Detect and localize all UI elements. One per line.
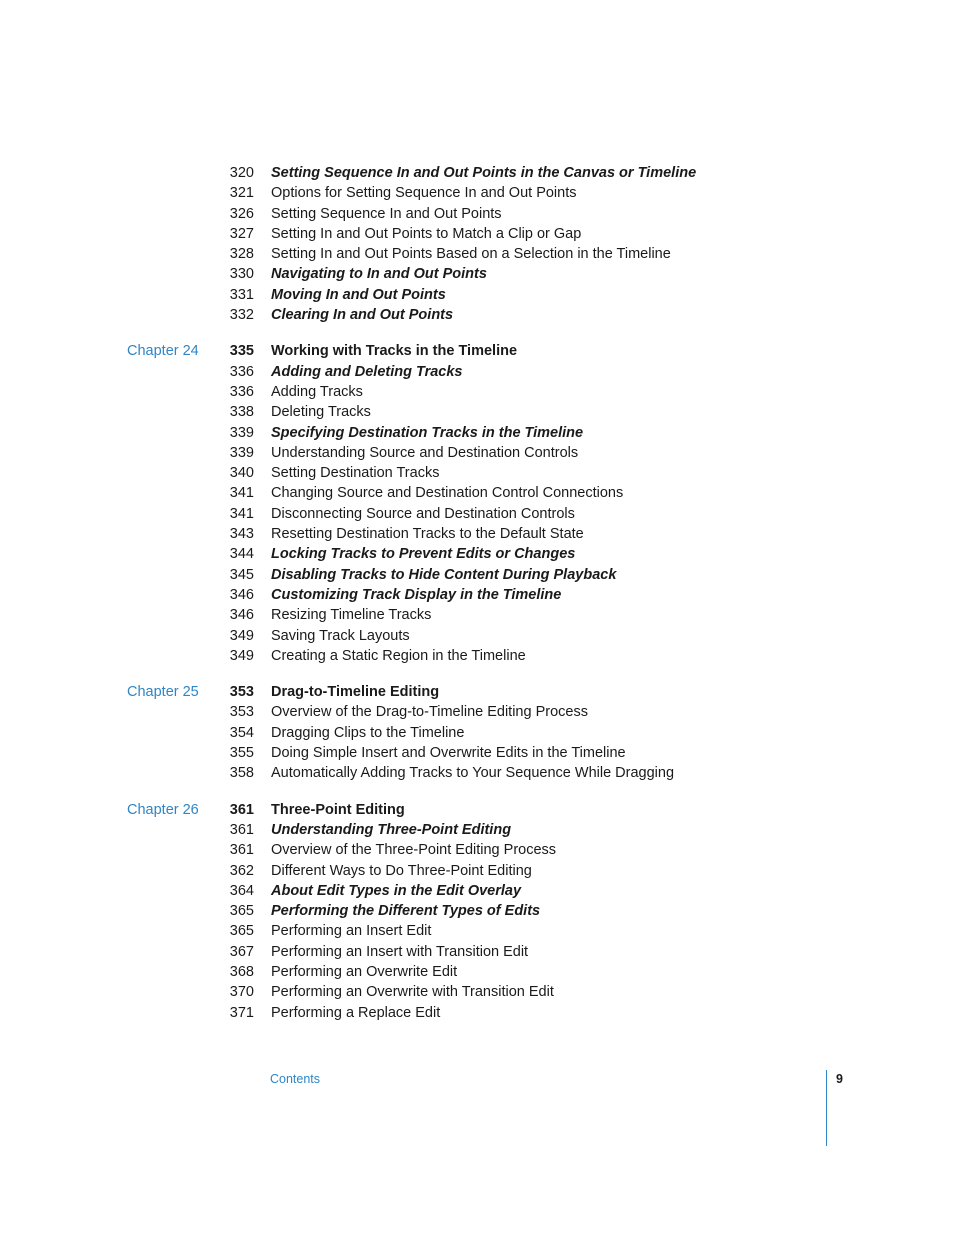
toc-entry-title: Overview of the Drag-to-Timeline Editing Process [271,704,588,721]
toc-page-number: 344 [229,546,254,563]
toc-entry-title: Disabling Tracks to Hide Content During Playback [271,566,617,583]
toc-entry[interactable] [0,463,954,483]
toc-page-number: 358 [229,765,254,782]
toc-entry[interactable] [0,962,954,982]
toc-entry[interactable] [0,544,954,564]
toc-entry-title: Creating a Static Region in the Timeline [271,647,526,664]
toc-page-number: 361 [229,801,254,818]
toc-page-number: 345 [229,566,254,583]
chapter-label[interactable]: Chapter 24 [127,343,199,360]
toc-page-number: 364 [229,882,254,899]
toc-entry[interactable] [0,443,954,463]
toc-entry[interactable] [0,682,954,702]
toc-entry-title: Overview of the Three-Point Editing Process [271,842,557,859]
toc-page-number: 341 [229,505,254,522]
table-of-contents [0,163,954,1039]
toc-entry[interactable] [0,861,954,881]
toc-entry-title: Dragging Clips to the Timeline [271,724,465,741]
toc-entry-title: Setting Sequence In and Out Points in the Canvas or Timeline [271,165,697,181]
toc-page-number: 336 [229,363,254,380]
chapter-label[interactable]: Chapter 25 [127,684,199,701]
toc-page-number: 365 [229,923,254,940]
toc-entry[interactable] [0,382,954,402]
toc-entry-title: About Edit Types in the Edit Overlay [271,882,522,899]
toc-entry[interactable] [0,763,954,783]
toc-entry[interactable] [0,402,954,422]
toc-page-number: 326 [229,205,254,222]
toc-page-number: 331 [229,286,254,303]
toc-page-number: 339 [229,424,254,441]
toc-entry-title: Setting Sequence In and Out Points [271,205,502,222]
toc-entry[interactable] [0,982,954,1002]
toc-entry-title: Locking Tracks to Prevent Edits or Changes [271,546,576,563]
toc-entry-title: Moving In and Out Points [271,286,446,303]
toc-entry-title: Three-Point Editing [271,801,405,818]
toc-entry-title: Deleting Tracks [271,404,371,421]
footer-section-label: Contents [270,1072,321,1086]
toc-entry-title: Disconnecting Source and Destination Controls [271,505,575,522]
toc-page-number: 349 [229,627,254,644]
toc-entry[interactable] [0,483,954,503]
toc-entry[interactable] [0,341,954,361]
toc-page-number: 327 [229,225,254,242]
toc-entry-title: Understanding Three-Point Editing [271,821,512,838]
toc-entry[interactable] [0,723,954,743]
toc-entry-title: Performing an Insert with Transition Edit [271,943,529,960]
toc-entry[interactable] [0,423,954,443]
toc-entry[interactable] [0,504,954,524]
toc-page-number: 346 [229,586,254,603]
toc-entry-title: Customizing Track Display in the Timeline [271,586,562,603]
toc-entry[interactable] [0,840,954,860]
toc-page-number: 343 [229,526,254,543]
toc-page-number: 340 [229,465,254,482]
toc-entry[interactable] [0,921,954,941]
toc-section [0,682,954,783]
toc-page-number: 355 [229,745,254,762]
toc-page-number: 339 [229,444,254,461]
toc-entry-title: Drag-to-Timeline Editing [271,684,440,701]
toc-page-number: 361 [229,821,254,838]
toc-entry-title: Clearing In and Out Points [271,307,454,324]
toc-entry[interactable] [0,605,954,625]
toc-entry[interactable] [0,362,954,382]
page-number: 9 [836,1072,843,1086]
toc-entry-title: Specifying Destination Tracks in the Timeline [271,424,584,441]
toc-entry-title: Navigating to In and Out Points [271,266,487,283]
toc-page-number: 370 [229,984,254,1001]
toc-page-number: 336 [229,383,254,400]
toc-section [0,163,954,325]
toc-entry-title: Performing an Insert Edit [271,923,432,940]
toc-entry[interactable] [0,264,954,284]
toc-entry-title: Saving Track Layouts [271,627,410,644]
toc-page-number: 346 [229,607,254,624]
toc-page-number: 365 [229,903,254,920]
toc-page-number: 332 [229,307,254,324]
toc-entry[interactable] [0,942,954,962]
toc-entry[interactable] [0,244,954,264]
toc-page-number: 320 [229,165,254,181]
toc-entry-title: Adding Tracks [271,383,363,400]
toc-page-number: 341 [229,485,254,502]
toc-page-number: 353 [229,684,254,701]
toc-page-number: 335 [229,343,254,360]
toc-entry-title: Setting Destination Tracks [271,465,440,482]
toc-entry-title: Performing an Overwrite with Transition Edit [271,984,554,1001]
toc-entry[interactable] [0,183,954,203]
toc-entry-title: Performing an Overwrite Edit [271,963,458,980]
toc-entry[interactable] [0,702,954,722]
toc-entry-title: Resetting Destination Tracks to the Default State [271,526,584,543]
toc-entry[interactable] [0,881,954,901]
toc-entry[interactable] [0,820,954,840]
toc-entry[interactable] [0,585,954,605]
toc-section [0,341,954,666]
toc-entry[interactable] [0,224,954,244]
toc-page-number: 321 [229,185,254,202]
toc-page-number: 353 [229,704,254,721]
toc-entry-title: Understanding Source and Destination Controls [271,444,579,461]
toc-entry-title: Changing Source and Destination Control Connections [271,485,624,502]
toc-page-number: 354 [229,724,254,741]
toc-page-number: 328 [229,246,254,263]
toc-entry[interactable] [0,305,954,325]
toc-entry-title: Working with Tracks in the Timeline [271,343,518,360]
toc-page-number: 367 [229,943,254,960]
toc-entry[interactable] [0,646,954,666]
toc-entry[interactable] [0,565,954,585]
toc-entry-title: Adding and Deleting Tracks [271,363,463,380]
toc-entry[interactable] [0,626,954,646]
toc-entry-title: Options for Setting Sequence In and Out Points [271,185,577,202]
toc-entry-title: Setting In and Out Points to Match a Clip or Gap [271,225,582,242]
toc-entry[interactable] [0,285,954,305]
toc-entry[interactable] [0,524,954,544]
toc-entry-title: Different Ways to Do Three-Point Editing [271,862,532,879]
toc-entry[interactable] [0,204,954,224]
toc-page-number: 330 [229,266,254,283]
toc-entry-title: Setting In and Out Points Based on a Selection in the Timeline [271,246,671,263]
toc-section [0,800,954,1023]
toc-page-number: 361 [229,842,254,859]
footer-divider [826,1070,827,1146]
toc-entry-title: Resizing Timeline Tracks [271,607,432,624]
toc-page-number: 338 [229,404,254,421]
toc-page-number: 349 [229,647,254,664]
toc-entry-title: Doing Simple Insert and Overwrite Edits in the Timeline [271,745,626,762]
toc-entry[interactable] [0,901,954,921]
toc-entry[interactable] [0,163,954,183]
toc-entry[interactable] [0,800,954,820]
toc-entry-title: Automatically Adding Tracks to Your Sequence While Dragging [271,765,675,782]
toc-entry-title: Performing the Different Types of Edits [271,903,541,920]
chapter-label[interactable]: Chapter 26 [127,801,199,818]
toc-page-number: 368 [229,963,254,980]
toc-page-number: 371 [229,1004,254,1021]
toc-entry[interactable] [0,743,954,763]
toc-entry[interactable] [0,1003,954,1023]
toc-entry-title: Performing a Replace Edit [271,1004,441,1021]
toc-page-number: 362 [229,862,254,879]
